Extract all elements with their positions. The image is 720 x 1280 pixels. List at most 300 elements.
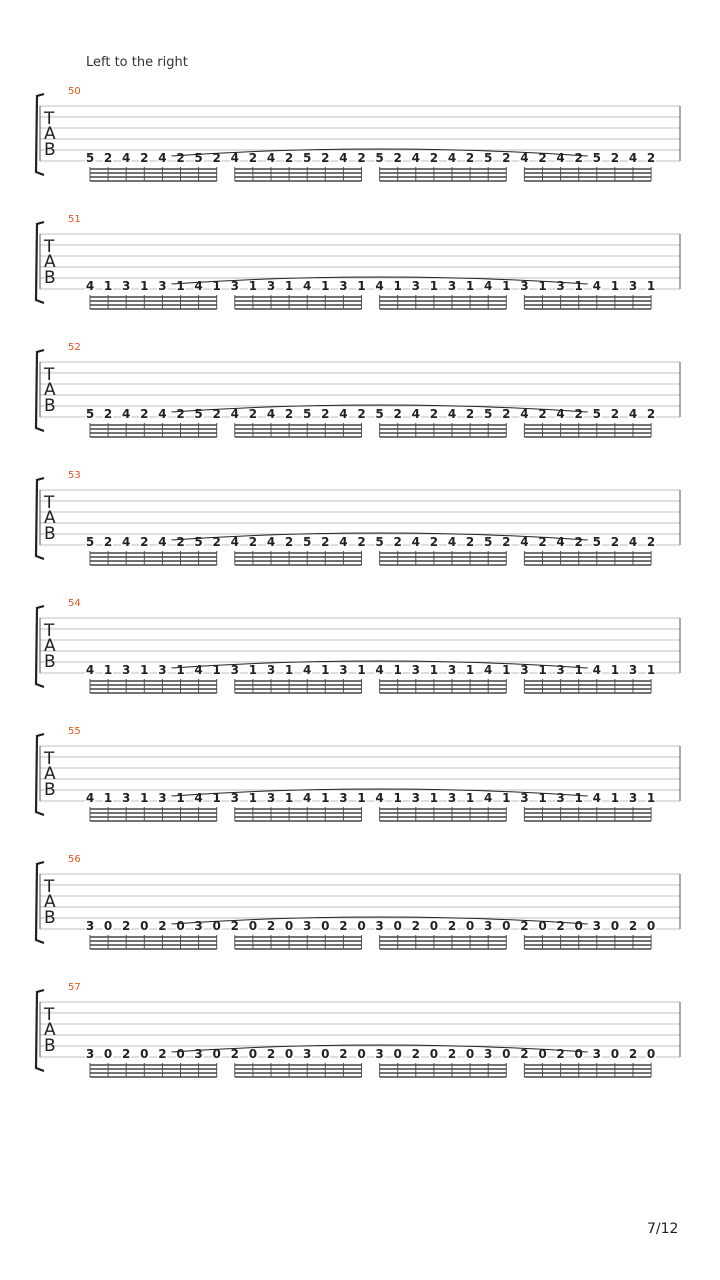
fret-number: 2: [610, 535, 620, 549]
fret-number: 3: [447, 791, 457, 805]
fret-number: 4: [303, 663, 312, 677]
fret-number: 4: [122, 535, 131, 549]
fret-number: 1: [176, 791, 185, 805]
fret-number: 3: [158, 663, 167, 677]
fret-number: 2: [103, 407, 113, 421]
fret-number: 3: [411, 279, 420, 293]
fret-number: 5: [484, 407, 493, 421]
fret-number: 1: [393, 663, 402, 677]
fret-number: 2: [176, 535, 185, 549]
fret-number: 2: [357, 151, 366, 165]
fret-number: 5: [484, 535, 493, 549]
fret-number: 1: [502, 791, 511, 805]
fret-number: 2: [266, 919, 276, 933]
fret-number: 4: [230, 151, 239, 165]
fret-number: 2: [393, 535, 402, 549]
fret-number: 2: [284, 407, 294, 421]
fret-number: 4: [375, 279, 384, 293]
fret-number: 2: [158, 1047, 167, 1061]
tab-clef-a: A: [44, 1020, 56, 1040]
tab-clef-t: T: [44, 1005, 55, 1025]
fret-number: 4: [592, 279, 601, 293]
measure-number: 57: [68, 982, 81, 993]
fret-number: 4: [85, 791, 95, 805]
fret-number: 0: [176, 919, 185, 933]
fret-number: 1: [248, 663, 258, 677]
fret-number: 2: [357, 535, 366, 549]
fret-number: 1: [646, 663, 656, 677]
tab-system: [0, 722, 720, 850]
fret-number: 2: [284, 151, 294, 165]
tab-clef-b: B: [44, 908, 56, 928]
tab-clef-b: B: [44, 140, 56, 160]
fret-number: 4: [484, 663, 493, 677]
fret-number: 4: [339, 151, 348, 165]
fret-number: 0: [140, 919, 149, 933]
fret-number: 3: [303, 1047, 312, 1061]
fret-number: 3: [520, 279, 529, 293]
fret-number: 1: [321, 279, 330, 293]
fret-number: 4: [628, 407, 638, 421]
fret-number: 0: [538, 919, 547, 933]
fret-number: 3: [266, 279, 276, 293]
fret-number: 0: [502, 1047, 511, 1061]
fret-number: 5: [85, 151, 95, 165]
fret-number: 1: [176, 279, 185, 293]
tab-clef-b: B: [44, 652, 56, 672]
fret-number: 5: [375, 407, 384, 421]
fret-number: 2: [230, 919, 239, 933]
fret-number: 4: [375, 791, 384, 805]
fret-number: 2: [520, 919, 529, 933]
measure-number: 51: [68, 214, 81, 225]
fret-number: 0: [284, 1047, 294, 1061]
fret-number: 2: [447, 919, 457, 933]
tab-staff: [0, 338, 720, 466]
fret-number: 2: [339, 919, 348, 933]
fret-number: 2: [411, 919, 420, 933]
fret-number: 3: [230, 791, 239, 805]
fret-number: 0: [610, 1047, 620, 1061]
fret-number: 2: [266, 1047, 276, 1061]
fret-number: 2: [628, 1047, 638, 1061]
fret-number: 0: [248, 919, 258, 933]
fret-number: 4: [556, 535, 565, 549]
tab-staff: [0, 850, 720, 978]
fret-number: 1: [212, 279, 221, 293]
fret-number: 3: [266, 663, 276, 677]
tab-staff: [0, 594, 720, 722]
tab-system: [0, 850, 720, 978]
fret-number: 4: [484, 279, 493, 293]
fret-number: 5: [303, 535, 312, 549]
fret-number: 3: [158, 279, 167, 293]
fret-number: 4: [628, 535, 638, 549]
fret-number: 4: [230, 407, 239, 421]
fret-number: 1: [502, 663, 511, 677]
fret-number: 3: [628, 279, 638, 293]
measure-number: 53: [68, 470, 81, 481]
fret-number: 1: [103, 279, 113, 293]
fret-number: 3: [230, 663, 239, 677]
tab-system: [0, 594, 720, 722]
fret-number: 0: [429, 919, 439, 933]
fret-number: 4: [266, 407, 276, 421]
fret-number: 2: [646, 535, 656, 549]
fret-number: 2: [176, 151, 185, 165]
fret-number: 0: [393, 919, 402, 933]
tab-clef-b: B: [44, 268, 56, 288]
tab-staff: [0, 466, 720, 594]
tab-clef-a: A: [44, 508, 56, 528]
fret-number: 1: [103, 663, 113, 677]
fret-number: 0: [574, 919, 583, 933]
fret-number: 1: [465, 791, 475, 805]
fret-number: 1: [212, 791, 221, 805]
fret-number: 5: [194, 535, 203, 549]
fret-number: 1: [646, 791, 656, 805]
fret-number: 4: [85, 279, 95, 293]
fret-number: 3: [85, 1047, 95, 1061]
fret-number: 2: [103, 151, 113, 165]
tab-clef-a: A: [44, 764, 56, 784]
fret-number: 3: [339, 791, 348, 805]
fret-number: 2: [339, 1047, 348, 1061]
fret-number: 2: [321, 151, 330, 165]
fret-number: 4: [520, 535, 529, 549]
fret-number: 2: [447, 1047, 457, 1061]
fret-number: 2: [393, 151, 402, 165]
fret-number: 4: [520, 407, 529, 421]
tab-system: [0, 978, 720, 1106]
fret-number: 2: [465, 151, 475, 165]
fret-number: 1: [574, 791, 583, 805]
tab-clef-b: B: [44, 780, 56, 800]
fret-number: 0: [357, 919, 366, 933]
fret-number: 3: [556, 279, 565, 293]
fret-number: 2: [212, 407, 221, 421]
fret-number: 1: [429, 791, 439, 805]
fret-number: 4: [303, 791, 312, 805]
fret-number: 1: [538, 791, 547, 805]
fret-number: 1: [610, 791, 620, 805]
fret-number: 2: [429, 151, 439, 165]
fret-number: 4: [303, 279, 312, 293]
tab-clef-b: B: [44, 524, 56, 544]
fret-number: 3: [122, 279, 131, 293]
fret-number: 4: [411, 407, 420, 421]
fret-number: 3: [592, 919, 601, 933]
tab-system: [0, 338, 720, 466]
fret-number: 2: [140, 151, 149, 165]
fret-number: 4: [158, 151, 167, 165]
fret-number: 4: [266, 535, 276, 549]
fret-number: 0: [538, 1047, 547, 1061]
fret-number: 3: [339, 663, 348, 677]
fret-number: 5: [194, 151, 203, 165]
fret-number: 3: [339, 279, 348, 293]
page-number: 7/12: [647, 1221, 679, 1237]
fret-number: 3: [194, 1047, 203, 1061]
fret-number: 0: [393, 1047, 402, 1061]
fret-number: 5: [592, 151, 601, 165]
fret-number: 1: [212, 663, 221, 677]
fret-number: 3: [158, 791, 167, 805]
fret-number: 3: [484, 1047, 493, 1061]
tab-system: [0, 210, 720, 338]
fret-number: 0: [357, 1047, 366, 1061]
fret-number: 4: [447, 151, 457, 165]
performance-note: Left to the right: [86, 55, 188, 70]
fret-number: 5: [303, 407, 312, 421]
fret-number: 5: [194, 407, 203, 421]
fret-number: 1: [646, 279, 656, 293]
fret-number: 1: [140, 791, 149, 805]
fret-number: 2: [411, 1047, 420, 1061]
fret-number: 3: [484, 919, 493, 933]
fret-number: 2: [538, 151, 547, 165]
fret-number: 5: [303, 151, 312, 165]
fret-number: 4: [628, 151, 638, 165]
fret-number: 1: [429, 279, 439, 293]
fret-number: 1: [248, 791, 258, 805]
fret-number: 4: [194, 791, 203, 805]
fret-number: 4: [339, 535, 348, 549]
fret-number: 2: [610, 407, 620, 421]
fret-number: 0: [212, 919, 221, 933]
fret-number: 2: [284, 535, 294, 549]
tab-system: [0, 466, 720, 594]
fret-number: 2: [248, 407, 258, 421]
fret-number: 1: [321, 791, 330, 805]
fret-number: 2: [103, 535, 113, 549]
fret-number: 4: [85, 663, 95, 677]
fret-number: 3: [122, 663, 131, 677]
fret-number: 2: [538, 407, 547, 421]
tab-staff: [0, 210, 720, 338]
fret-number: 0: [284, 919, 294, 933]
fret-number: 0: [248, 1047, 258, 1061]
tab-system: [0, 82, 720, 210]
fret-number: 3: [447, 663, 457, 677]
fret-number: 3: [230, 279, 239, 293]
fret-number: 1: [176, 663, 185, 677]
fret-number: 1: [574, 279, 583, 293]
fret-number: 3: [411, 791, 420, 805]
fret-number: 2: [248, 535, 258, 549]
fret-number: 0: [212, 1047, 221, 1061]
tab-clef-a: A: [44, 252, 56, 272]
fret-number: 2: [628, 919, 638, 933]
tab-staff: [0, 722, 720, 850]
fret-number: 1: [140, 279, 149, 293]
fret-number: 3: [122, 791, 131, 805]
fret-number: 4: [122, 151, 131, 165]
tab-clef-t: T: [44, 109, 55, 129]
fret-number: 2: [465, 535, 475, 549]
fret-number: 4: [158, 407, 167, 421]
fret-number: 3: [375, 1047, 384, 1061]
fret-number: 2: [176, 407, 185, 421]
fret-number: 2: [321, 407, 330, 421]
fret-number: 4: [411, 535, 420, 549]
fret-number: 1: [465, 663, 475, 677]
fret-number: 2: [646, 151, 656, 165]
fret-number: 2: [212, 151, 221, 165]
fret-number: 0: [610, 919, 620, 933]
fret-number: 4: [592, 663, 601, 677]
fret-number: 2: [502, 151, 511, 165]
fret-number: 4: [411, 151, 420, 165]
fret-number: 0: [103, 1047, 113, 1061]
fret-number: 5: [375, 535, 384, 549]
fret-number: 1: [574, 663, 583, 677]
tab-clef-a: A: [44, 636, 56, 656]
fret-number: 1: [610, 279, 620, 293]
fret-number: 4: [592, 791, 601, 805]
tab-clef-t: T: [44, 493, 55, 513]
measure-number: 55: [68, 726, 81, 737]
fret-number: 1: [357, 279, 366, 293]
fret-number: 1: [538, 663, 547, 677]
fret-number: 1: [248, 279, 258, 293]
fret-number: 2: [556, 919, 565, 933]
fret-number: 4: [194, 279, 203, 293]
fret-number: 1: [357, 791, 366, 805]
fret-number: 0: [465, 1047, 475, 1061]
measure-number: 56: [68, 854, 81, 865]
fret-number: 2: [212, 535, 221, 549]
fret-number: 4: [266, 151, 276, 165]
fret-number: 3: [520, 663, 529, 677]
fret-number: 3: [85, 919, 95, 933]
fret-number: 2: [321, 535, 330, 549]
fret-number: 4: [447, 407, 457, 421]
fret-number: 4: [230, 535, 239, 549]
fret-number: 3: [194, 919, 203, 933]
fret-number: 3: [411, 663, 420, 677]
fret-number: 2: [429, 535, 439, 549]
fret-number: 2: [393, 407, 402, 421]
fret-number: 5: [484, 151, 493, 165]
fret-number: 3: [375, 919, 384, 933]
fret-number: 3: [303, 919, 312, 933]
fret-number: 4: [520, 151, 529, 165]
tab-staff: [0, 978, 720, 1106]
fret-number: 2: [429, 407, 439, 421]
fret-number: 2: [538, 535, 547, 549]
tab-clef-t: T: [44, 749, 55, 769]
measure-number: 54: [68, 598, 81, 609]
tab-clef-a: A: [44, 892, 56, 912]
fret-number: 3: [628, 791, 638, 805]
fret-number: 1: [429, 663, 439, 677]
fret-number: 2: [610, 151, 620, 165]
fret-number: 2: [646, 407, 656, 421]
fret-number: 1: [393, 279, 402, 293]
tab-clef-t: T: [44, 365, 55, 385]
fret-number: 0: [646, 1047, 656, 1061]
tab-clef-a: A: [44, 380, 56, 400]
fret-number: 5: [592, 535, 601, 549]
fret-number: 3: [447, 279, 457, 293]
tab-staff: [0, 82, 720, 210]
fret-number: 2: [574, 151, 583, 165]
fret-number: 0: [140, 1047, 149, 1061]
tab-clef-t: T: [44, 877, 55, 897]
fret-number: 0: [646, 919, 656, 933]
fret-number: 2: [556, 1047, 565, 1061]
fret-number: 3: [266, 791, 276, 805]
fret-number: 1: [502, 279, 511, 293]
fret-number: 1: [284, 791, 294, 805]
fret-number: 2: [502, 407, 511, 421]
fret-number: 2: [502, 535, 511, 549]
fret-number: 5: [375, 151, 384, 165]
fret-number: 2: [520, 1047, 529, 1061]
fret-number: 2: [122, 1047, 131, 1061]
fret-number: 1: [393, 791, 402, 805]
fret-number: 0: [321, 919, 330, 933]
tab-clef-t: T: [44, 237, 55, 257]
fret-number: 0: [103, 919, 113, 933]
fret-number: 4: [122, 407, 131, 421]
fret-number: 5: [592, 407, 601, 421]
fret-number: 1: [140, 663, 149, 677]
measure-number: 52: [68, 342, 81, 353]
tab-clef-t: T: [44, 621, 55, 641]
fret-number: 5: [85, 407, 95, 421]
fret-number: 1: [284, 279, 294, 293]
fret-number: 1: [321, 663, 330, 677]
fret-number: 4: [339, 407, 348, 421]
fret-number: 0: [176, 1047, 185, 1061]
fret-number: 1: [284, 663, 294, 677]
fret-number: 5: [85, 535, 95, 549]
fret-number: 3: [520, 791, 529, 805]
fret-number: 2: [230, 1047, 239, 1061]
fret-number: 4: [375, 663, 384, 677]
fret-number: 2: [140, 535, 149, 549]
fret-number: 4: [556, 151, 565, 165]
fret-number: 4: [556, 407, 565, 421]
fret-number: 3: [556, 663, 565, 677]
fret-number: 4: [484, 791, 493, 805]
fret-number: 2: [248, 151, 258, 165]
fret-number: 1: [538, 279, 547, 293]
fret-number: 1: [357, 663, 366, 677]
fret-number: 1: [103, 791, 113, 805]
fret-number: 3: [556, 791, 565, 805]
tab-clef-b: B: [44, 396, 56, 416]
fret-number: 4: [447, 535, 457, 549]
fret-number: 4: [194, 663, 203, 677]
tab-clef-b: B: [44, 1036, 56, 1056]
fret-number: 1: [610, 663, 620, 677]
fret-number: 4: [158, 535, 167, 549]
tab-clef-a: A: [44, 124, 56, 144]
fret-number: 0: [429, 1047, 439, 1061]
fret-number: 1: [465, 279, 475, 293]
fret-number: 0: [574, 1047, 583, 1061]
fret-number: 2: [140, 407, 149, 421]
fret-number: 3: [628, 663, 638, 677]
measure-number: 50: [68, 86, 81, 97]
fret-number: 0: [465, 919, 475, 933]
fret-number: 2: [574, 535, 583, 549]
fret-number: 3: [592, 1047, 601, 1061]
fret-number: 0: [321, 1047, 330, 1061]
